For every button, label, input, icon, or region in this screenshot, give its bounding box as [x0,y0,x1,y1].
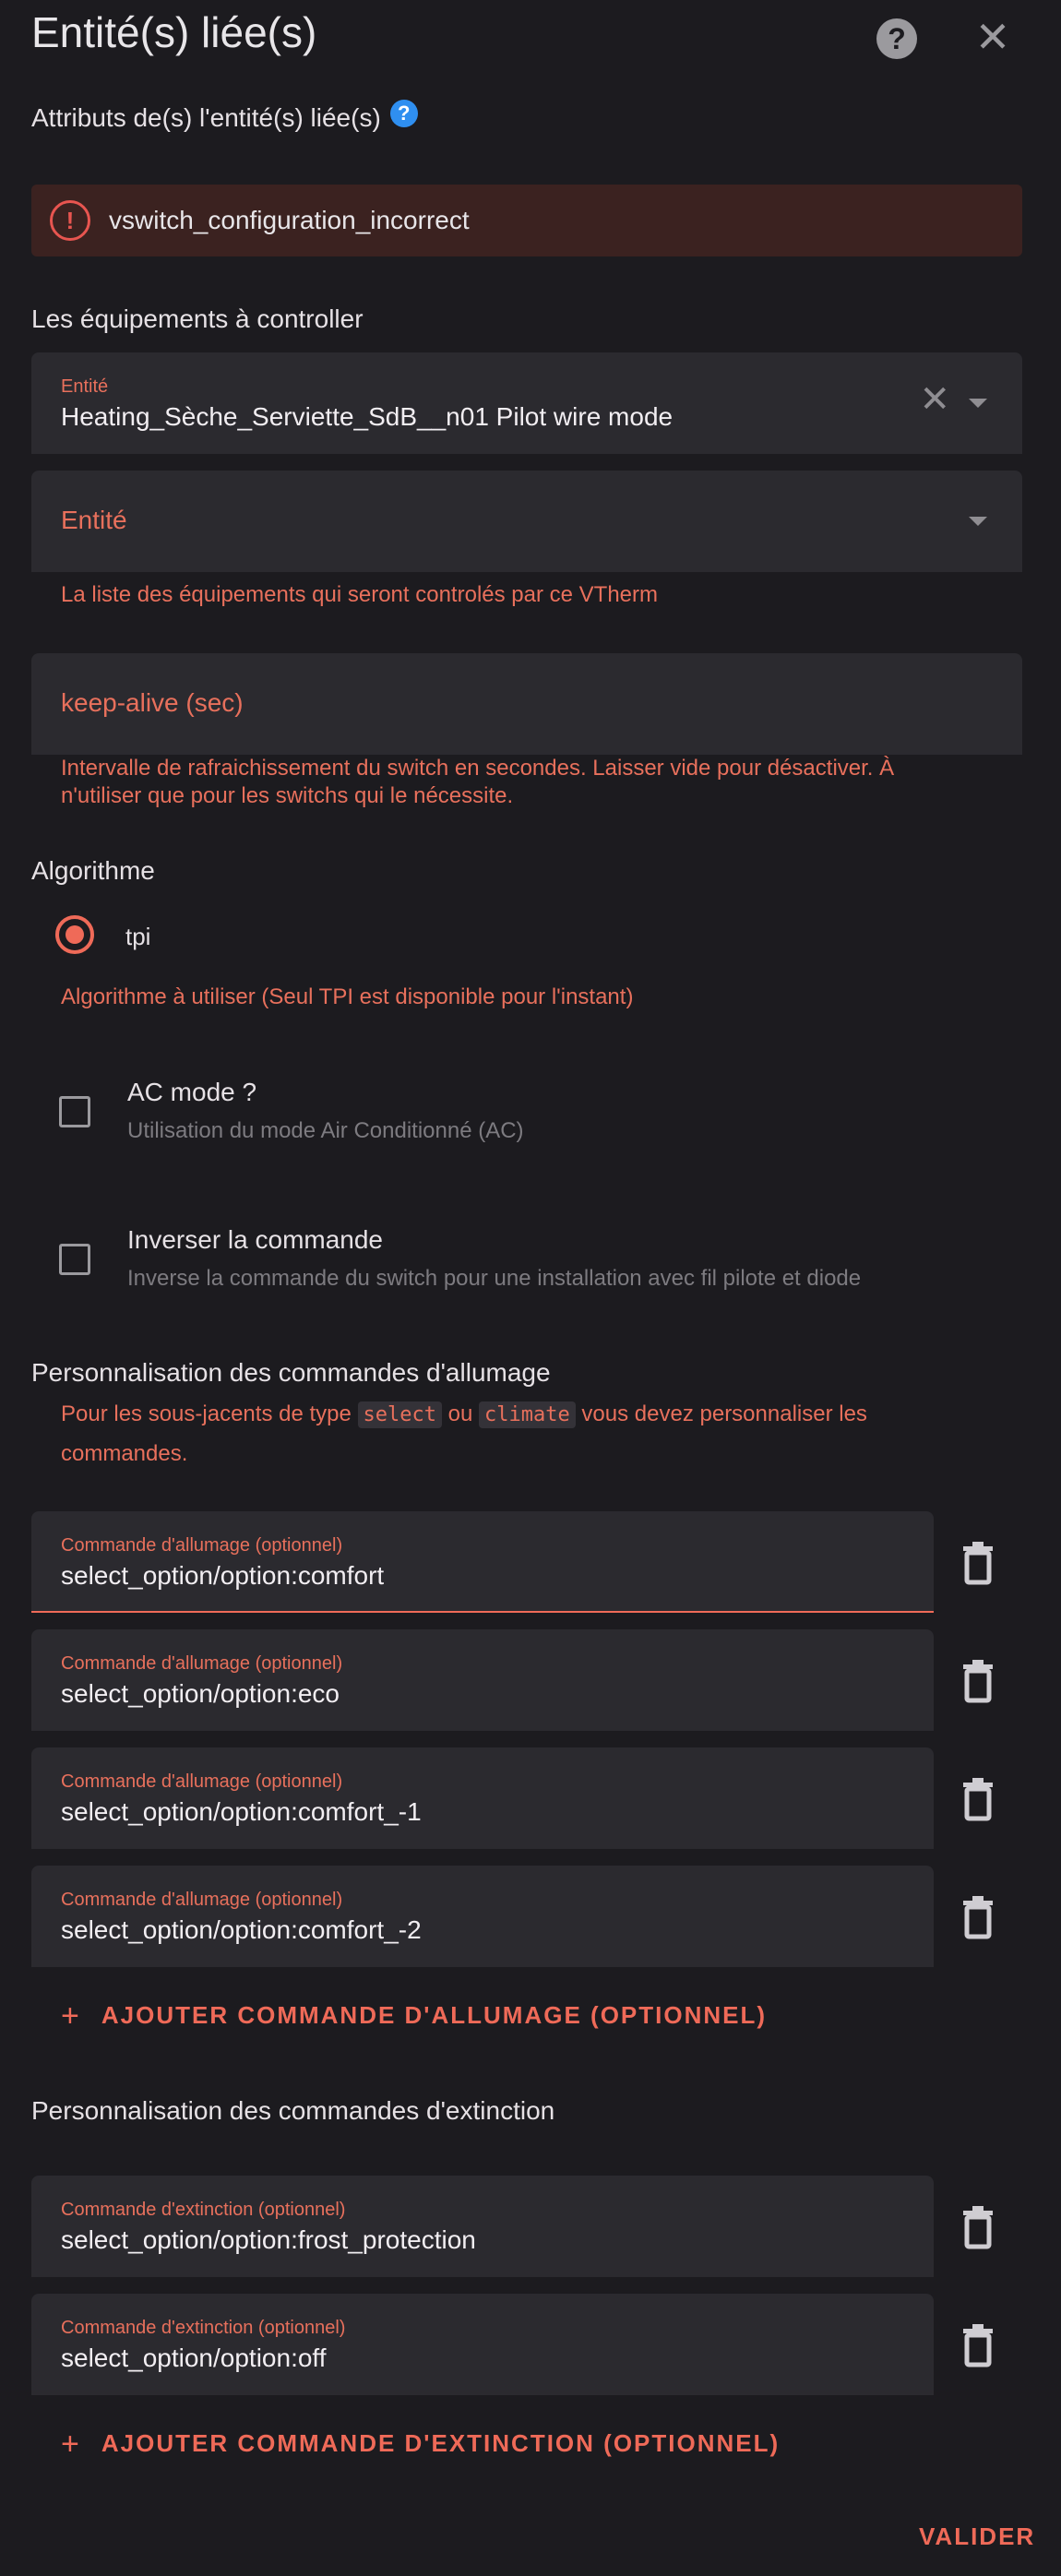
dialog-title: Entité(s) liée(s) [31,8,317,56]
invert-description: Inverse la commande du switch pour une installation avec fil pilote et diode [127,1266,862,1291]
on-command-field-1[interactable] [31,1511,934,1613]
keepalive-helper-line1: Intervalle de rafraichissement du switch en secondes. Laisser vide pour désactiver. À [61,756,895,781]
equipments-title: Les équipements à controller [31,304,364,333]
code-climate: climate [479,1401,576,1428]
entity-select-1-label: Entité [61,376,109,397]
error-alert-text: vswitch_configuration_incorrect [109,206,470,234]
entity-select-2[interactable] [31,471,1022,572]
trash-icon[interactable] [960,1895,996,1939]
radio-tpi[interactable] [55,915,94,954]
help-icon[interactable]: ? [876,18,917,59]
radio-tpi-dot [66,925,84,944]
attributes-title-text: Attributs de(s) l'entité(s) liée(s) [31,103,381,132]
on-command-value: select_option/option:comfort_-2 [61,1915,422,1944]
entity-select-1-value: Heating_Sèche_Serviette_SdB__n01 Pilot wire mode [61,402,674,431]
code-select: select [358,1401,442,1428]
attributes-title [31,103,418,133]
on-commands-note-suffix: vous devez personnaliser les [575,1401,867,1426]
algorithm-title: Algorithme [31,856,155,885]
trash-icon[interactable] [960,1541,996,1585]
on-command-field-2[interactable] [31,1629,934,1731]
on-command-field-3[interactable] [31,1747,934,1849]
ac-mode-label[interactable]: AC mode ? [127,1078,257,1106]
info-icon[interactable]: ? [390,100,418,127]
plus-icon: + [61,2427,81,2462]
on-command-label: Commande d'allumage (optionnel) [61,1771,343,1792]
add-on-command-label: AJOUTER COMMANDE D'ALLUMAGE (OPTIONNEL) [101,2001,768,2029]
ac-mode-description: Utilisation du mode Air Conditionné (AC) [127,1118,524,1143]
add-on-command-button[interactable] [61,1998,767,2034]
trash-icon[interactable] [960,1659,996,1703]
error-alert [31,185,1022,256]
chevron-down-icon[interactable] [969,517,987,526]
off-command-value: select_option/option:off [61,2343,327,2372]
equipments-helper: La liste des équipements qui seront controlés par ce VTherm [61,582,659,607]
invert-label[interactable]: Inverser la commande [127,1225,384,1254]
algorithm-helper: Algorithme à utiliser (Seul TPI est disponible pour l'instant) [61,984,634,1009]
trash-icon[interactable] [960,2205,996,2249]
off-command-label: Commande d'extinction (optionnel) [61,2200,346,2220]
on-commands-note [61,1395,993,1473]
off-command-value: select_option/option:frost_protection [61,2225,476,2254]
off-command-field-2[interactable] [31,2294,934,2395]
keepalive-input[interactable] [31,653,1022,755]
on-command-field-4[interactable] [31,1866,934,1967]
on-commands-title: Personnalisation des commandes d'allumage [31,1358,551,1387]
off-command-label: Commande d'extinction (optionnel) [61,2318,346,2338]
on-command-label: Commande d'allumage (optionnel) [61,1890,343,1910]
keepalive-helper-line2: n'utiliser que pour les switchs qui le nécessite. [61,783,514,808]
clear-icon[interactable]: ✕ [919,379,950,420]
on-commands-note-line2: commandes. [61,1441,188,1466]
chevron-down-icon[interactable] [969,399,987,408]
trash-icon[interactable] [960,2323,996,2367]
entity-select-2-placeholder: Entité [61,506,127,534]
on-command-value: select_option/option:eco [61,1679,340,1708]
plus-icon: + [61,1998,81,2033]
on-commands-note-middle: ou [442,1401,480,1426]
on-command-value: select_option/option:comfort_-1 [61,1797,422,1826]
add-off-command-button[interactable] [61,2427,780,2463]
off-command-field-1[interactable] [31,2176,934,2277]
radio-tpi-label[interactable]: tpi [125,923,151,950]
error-icon: ! [50,200,90,241]
keepalive-helper [61,755,894,810]
keepalive-placeholder: keep-alive (sec) [61,688,244,717]
invert-checkbox[interactable] [59,1244,90,1275]
off-commands-title: Personnalisation des commandes d'extinction [31,2096,555,2125]
on-commands-note-prefix: Pour les sous-jacents de type [61,1401,358,1426]
add-off-command-label: AJOUTER COMMANDE D'EXTINCTION (OPTIONNEL) [101,2429,781,2457]
close-icon[interactable]: ✕ [974,13,1011,61]
on-command-label: Commande d'allumage (optionnel) [61,1535,343,1556]
on-command-value: select_option/option:comfort [61,1561,385,1590]
validate-button[interactable]: VALIDER [919,2522,1036,2550]
ac-mode-checkbox[interactable] [59,1096,90,1127]
on-command-label: Commande d'allumage (optionnel) [61,1653,343,1674]
entity-select-1[interactable] [31,352,1022,454]
trash-icon[interactable] [960,1777,996,1821]
